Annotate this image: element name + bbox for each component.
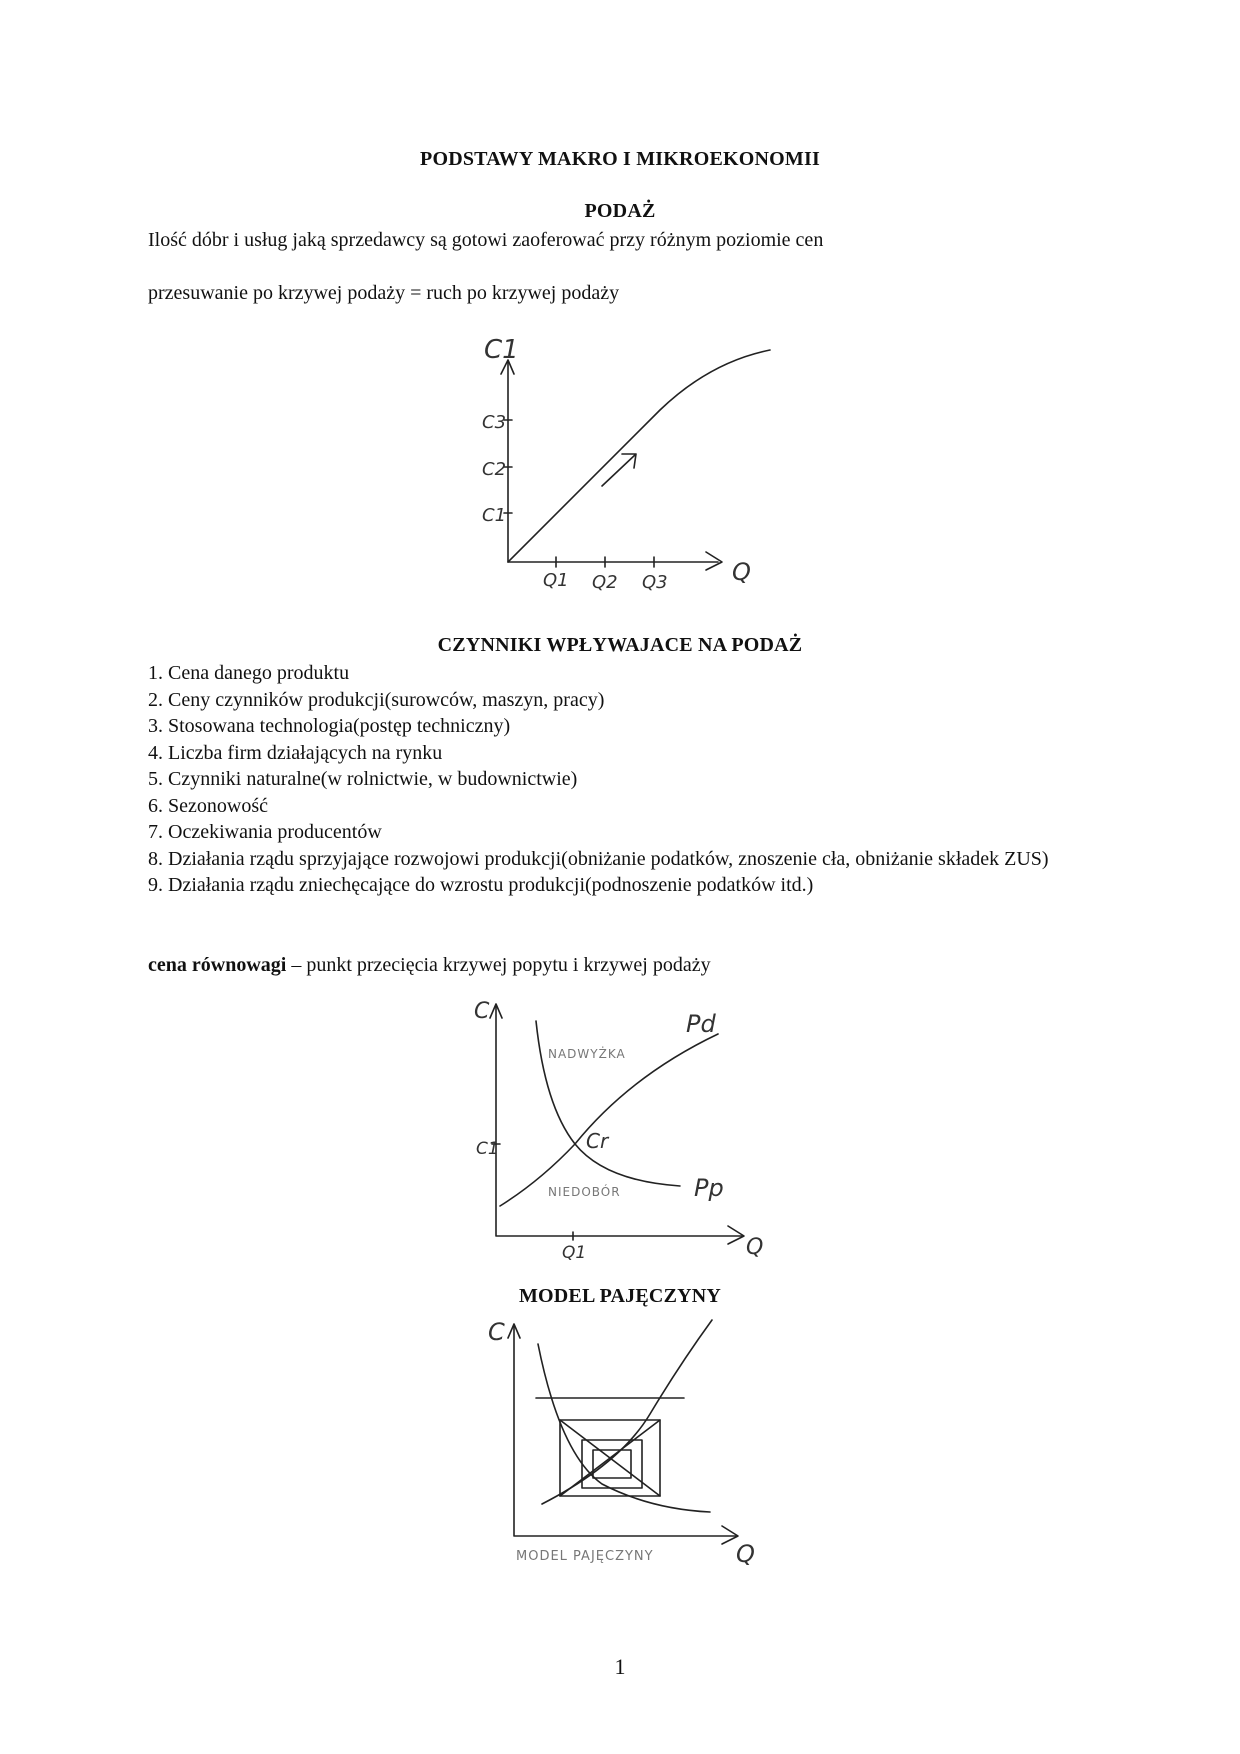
- list-item: 7. Oczekiwania producentów: [148, 821, 382, 843]
- fig1-axes: [508, 362, 718, 562]
- fig1-x-axis-label: Q: [732, 558, 751, 586]
- list-item: 6. Sezonowość: [148, 794, 268, 817]
- fig2-region-shortage: NIEDOBÓR: [548, 1185, 621, 1199]
- fig3-caption: MODEL PAJĘCZYNY: [516, 1549, 654, 1564]
- document-title: PODSTAWY MAKRO I MIKROEKONOMII: [420, 148, 820, 170]
- fig2-y-axis-label: C: [474, 999, 490, 1024]
- fig2-label-pd: Pd: [686, 1010, 716, 1038]
- podaz-note: przesuwanie po krzywej podaży = ruch po krzywej podaży: [148, 282, 620, 304]
- fig2-region-surplus: NADWYŻKA: [548, 1047, 626, 1061]
- fig3-web-middle-box: [582, 1440, 642, 1488]
- factors-list: [148, 660, 1092, 899]
- fig1-x-arrow: [706, 552, 722, 570]
- section-heading-czynniki: CZYNNIKI WPŁYWAJACE NA PODAŻ: [437, 634, 803, 656]
- section-heading-podaz: PODAŻ: [584, 200, 656, 222]
- fig2-x-arrow: [728, 1226, 744, 1244]
- list-item: 9. Działania rządu zniechęcające do wzrostu produkcji(podnoszenie podatków itd.): [148, 874, 814, 896]
- equilibrium-definition: [148, 952, 1092, 978]
- supply-curve-figure: [470, 330, 770, 605]
- fig1-tick-q2: Q2: [592, 572, 618, 593]
- equilibrium-term: cena równowagi: [148, 954, 287, 976]
- fig3-y-axis-label: C: [488, 1318, 505, 1346]
- fig1-tick-c1: C1: [482, 505, 507, 526]
- list-item: 4. Liczba firm działających na rynku: [148, 741, 443, 764]
- fig3-axes: [514, 1326, 736, 1536]
- fig2-tick-q1: Q1: [562, 1243, 587, 1263]
- page-number: 1: [614, 1654, 626, 1679]
- fig1-y-axis-label: C1: [484, 335, 519, 365]
- podaz-definition: Ilość dóbr i usług jaką sprzedawcy są gotowi zaoferować przy różnym poziomie cen: [148, 229, 824, 251]
- cobweb-figure: [480, 1314, 770, 1574]
- list-item: 1. Cena danego produktu: [148, 662, 350, 684]
- fig1-tick-q3: Q3: [642, 572, 668, 593]
- fig2-label-cr: Cr: [586, 1129, 609, 1153]
- fig3-web-diagonals: [560, 1420, 660, 1496]
- fig3-x-axis-label: Q: [736, 1540, 755, 1568]
- equilibrium-figure: [470, 996, 770, 1266]
- list-item: 3. Stosowana technologia(postęp techniczny): [148, 715, 511, 737]
- list-item: 2. Ceny czynników produkcji(surowców, maszyn, pracy): [148, 688, 605, 711]
- fig1-tick-c2: C2: [482, 459, 507, 480]
- fig1-supply-curve: [508, 350, 770, 562]
- fig3-supply-curve: [542, 1320, 712, 1504]
- section-heading-model: MODEL PAJĘCZYNY: [518, 1285, 722, 1307]
- fig1-direction-arrow: [602, 454, 636, 486]
- list-item: 5. Czynniki naturalne(w rolnictwie, w budownictwie): [148, 768, 578, 790]
- fig1-tick-q1: Q1: [543, 570, 569, 591]
- fig2-label-pp: Pp: [694, 1174, 724, 1202]
- fig2-tick-c1: C1: [476, 1139, 499, 1159]
- fig2-x-axis-label: Q: [746, 1235, 764, 1260]
- fig3-demand-curve: [538, 1344, 710, 1512]
- list-item: 8. Działania rządu sprzyjające rozwojowi produkcji(obniżanie podatków, znoszenie cła, obniżanie składek ZUS): [148, 847, 1049, 870]
- fig1-tick-c3: C3: [482, 412, 507, 433]
- equilibrium-text: – punkt przecięcia krzywej popytu i krzywej podaży: [286, 954, 711, 976]
- fig3-web-inner-box: [593, 1450, 631, 1478]
